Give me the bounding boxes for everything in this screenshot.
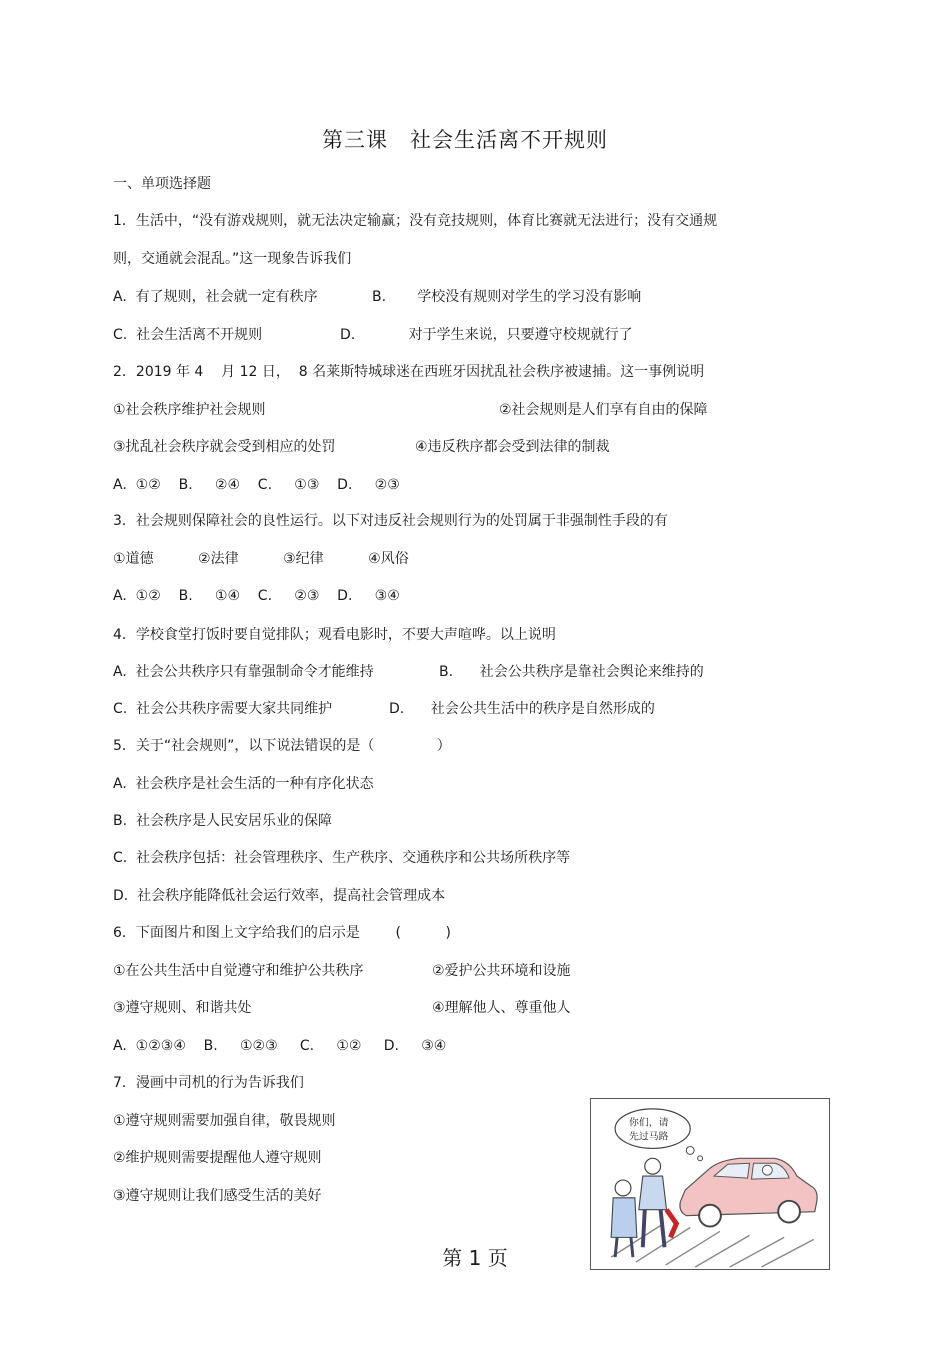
answer-options-2: A. ①② B. ②④ C. ①③ D. ②③	[113, 477, 400, 493]
statement-2-1: ①社会秩序维护社会规则	[113, 402, 266, 418]
statement-2-3: ③扰乱社会秩序就会受到相应的处罚	[113, 439, 336, 455]
statement-2-4: ④违反秩序都会受到法律的制裁	[415, 439, 610, 455]
statement-6-2: ②爱护公共环境和设施	[432, 963, 571, 979]
option-4d: D. 社会公共生活中的秩序是自然形成的	[389, 701, 655, 717]
option-1a: A. 有了规则，社会就一定有秩序	[113, 289, 318, 305]
question-5-text: 5．关于“社会规则”，以下说法错误的是（ ）	[113, 738, 451, 754]
question-3-text: 3．社会规则保障社会的良性运行。以下对违反社会规则行为的处罚属于非强制性手段的有	[113, 513, 668, 529]
bubble-text-2: 先过马路	[628, 1131, 669, 1143]
option-1d: D. 对于学生来说，只要遵守校规就行了	[340, 327, 633, 343]
bubble-text-1: 你们，请	[628, 1117, 669, 1129]
statement-6-4: ④理解他人、尊重他人	[432, 1000, 571, 1016]
statement-6-3: ③遵守规则、和谐共处	[113, 1000, 252, 1016]
option-5a: A. 社会秩序是社会生活的一种有序化状态	[113, 776, 374, 792]
question-2-text: 2．2019 年 4 月 12 日， 8 名莱斯特城球迷在西班牙因扰乱社会秩序被逮捕。这一事例说明	[113, 364, 705, 380]
question-6-text: 6．下面图片和图上文字给我们的启示是 ( )	[113, 925, 451, 941]
page-number: 第 1 页	[442, 1246, 508, 1270]
car-illustration	[680, 1158, 817, 1226]
statement-7-3: ③遵守规则让我们感受生活的美好	[113, 1188, 322, 1204]
question-1-text-cont: 则，交通就会混乱。”这一现象告诉我们	[113, 251, 352, 267]
statement-7-1: ①遵守规则需要加强自律，敬畏规则	[113, 1113, 336, 1129]
section-heading: 一、单项选择题	[113, 176, 211, 192]
option-1b: B. 学校没有规则对学生的学习没有影响	[372, 289, 642, 305]
statement-2-2: ②社会规则是人们享有自由的保障	[499, 402, 708, 418]
option-5b: B. 社会秩序是人民安居乐业的保障	[113, 813, 332, 829]
option-5c: C. 社会秩序包括：社会管理秩序、生产秩序、交通秩序和公共场所秩序等	[113, 850, 571, 866]
option-1c: C. 社会生活离不开规则	[113, 327, 263, 343]
statements-3: ①道德 ②法律 ③纪律 ④风俗	[113, 551, 409, 567]
page-title: 第三课 社会生活离不开规则	[322, 128, 608, 152]
question-7-text: 7．漫画中司机的行为告诉我们	[113, 1075, 304, 1091]
answer-options-6: A. ①②③④ B. ①②③ C. ①② D. ③④	[113, 1038, 447, 1054]
question-4-text: 4．学校食堂打饭时要自觉排队；观看电影时，不要大声喧哗。以上说明	[113, 627, 556, 643]
answer-options-3: A. ①② B. ①④ C. ②③ D. ③④	[113, 588, 400, 604]
statement-7-2: ②维护规则需要提醒他人遵守规则	[113, 1150, 322, 1166]
option-5d: D. 社会秩序能降低社会运行效率，提高社会管理成本	[113, 888, 446, 904]
option-4c: C. 社会公共秩序需要大家共同维护	[113, 701, 333, 717]
option-4a: A. 社会公共秩序只有靠强制命令才能维持	[113, 664, 374, 680]
option-4b: B. 社会公共秩序是靠社会舆论来维持的	[439, 664, 704, 680]
question-1-text: 1．生活中，“没有游戏规则，就无法决定输赢；没有竞技规则，体育比赛就无法进行；没有交通规	[113, 213, 718, 229]
statement-6-1: ①在公共生活中自觉遵守和维护公共秩序	[113, 963, 364, 979]
